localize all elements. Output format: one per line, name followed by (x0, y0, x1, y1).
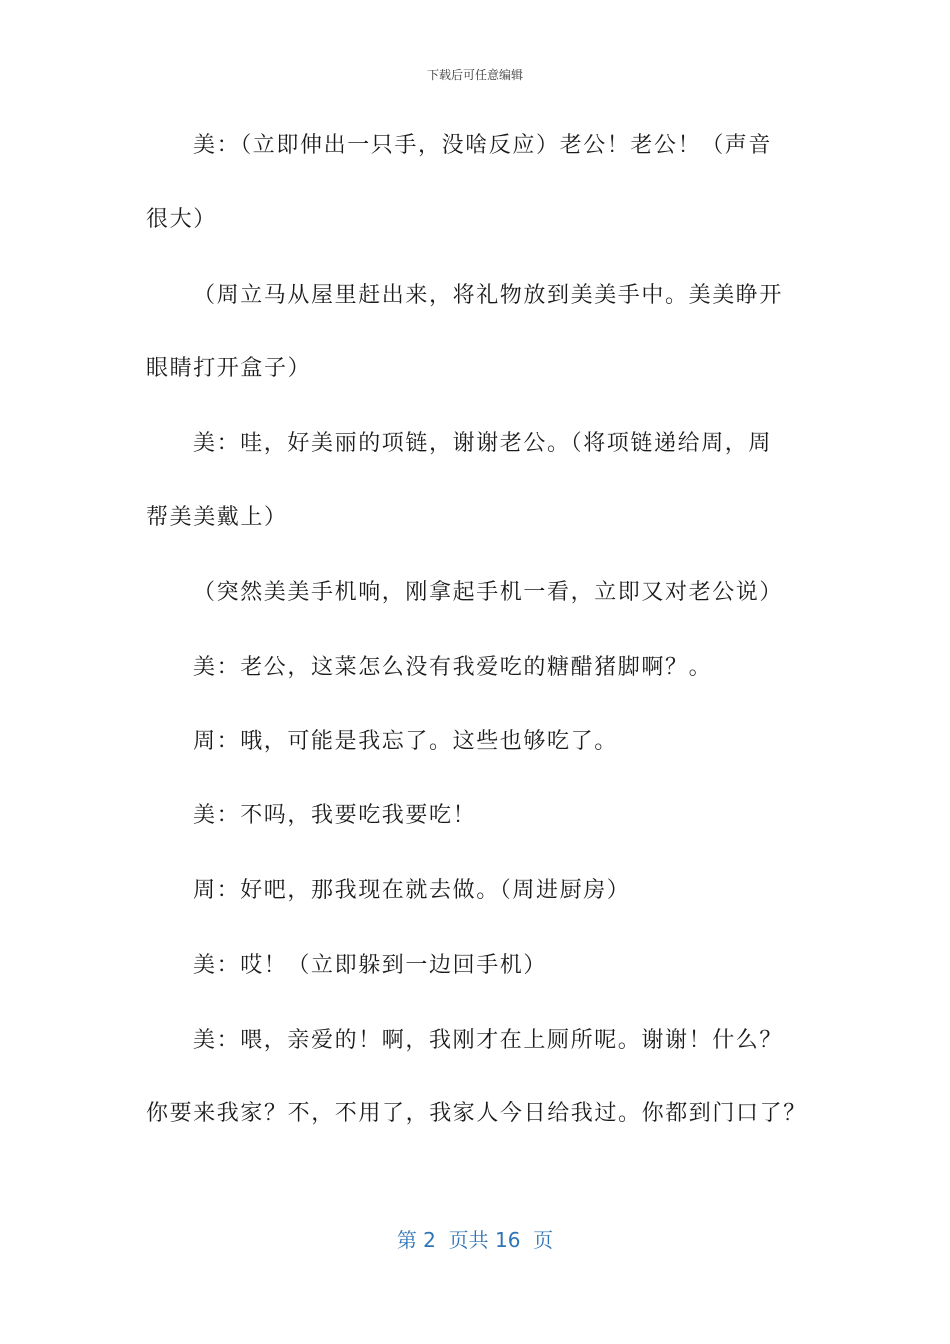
paragraph-line: 周：哦，可能是我忘了。这些也够吃了。 (193, 729, 618, 754)
paragraph-line: 美：（立即伸出一只手，没啥反应）老公！老公！（声音 (193, 133, 773, 158)
paragraph-line: 美：哇，好美丽的项链，谢谢老公。（将项链递给周，周 (193, 431, 773, 456)
paragraph-line: 帮美美戴上） (146, 505, 288, 530)
paragraph-line: 美：哎！（立即躲到一边回手机） (193, 953, 548, 978)
paragraph-line: 眼睛打开盒子） (146, 356, 312, 381)
paragraph-line: 美：不吗，我要吃我要吃！ (193, 803, 477, 828)
page-number-footer: 第 2 页共 16 页 (396, 1228, 554, 1252)
paragraph-line: 美：老公，这菜怎么没有我爱吃的糖醋猪脚啊？。 (193, 655, 713, 680)
paragraph-line: （突然美美手机响，刚拿起手机一看，立即又对老公说） (193, 580, 784, 605)
paragraph-line: 周：好吧，那我现在就去做。（周进厨房） (193, 878, 631, 903)
page-header-note: 下载后可任意编辑 (426, 68, 523, 82)
paragraph-line: （周立马从屋里赶出来，将礼物放到美美手中。美美睁开 (193, 283, 784, 308)
paragraph-line: 很大） (146, 207, 217, 232)
paragraph-line: 美：喂，亲爱的！啊，我刚才在上厕所呢。谢谢！什么？ (193, 1028, 784, 1053)
paragraph-line: 你要来我家？不，不用了，我家人今日给我过。你都到门口了？ (146, 1101, 807, 1126)
